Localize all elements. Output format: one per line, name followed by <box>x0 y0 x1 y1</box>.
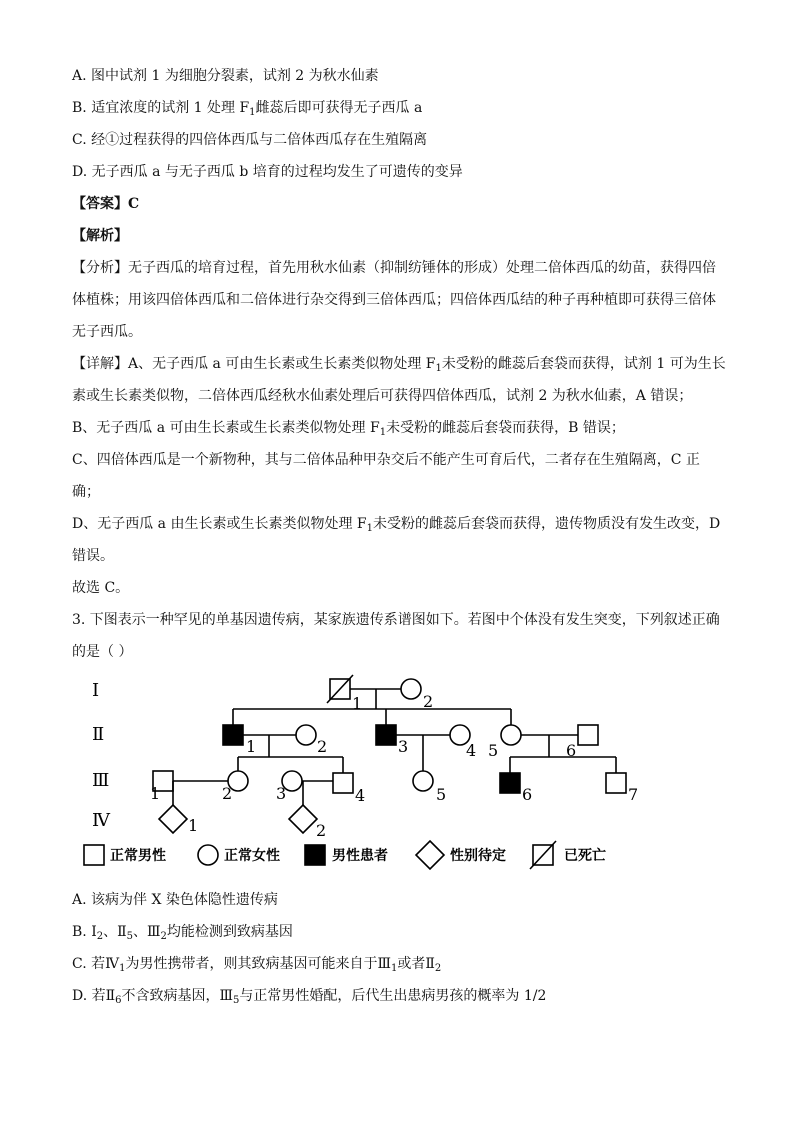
detail-line: 故选 C。 <box>72 580 130 596</box>
legend-normal-male-label: 正常男性 <box>110 848 166 864</box>
legend-normal-female-icon <box>198 845 218 865</box>
analysis-line: 无子西瓜。 <box>72 324 142 340</box>
option-b-prev: B. 适宜浓度的试剂 1 处理 $F_1$雌蕊后即可获得无子西瓜 a <box>72 100 423 118</box>
pedigree-number: 2 <box>317 737 328 756</box>
legend-normal-female-label: 正常女性 <box>224 848 280 864</box>
pedigree-number: 3 <box>398 737 409 756</box>
pedigree-number: 6 <box>566 741 577 760</box>
analysis-line: 体植株；用该四倍体西瓜和二倍体进行杂交得到三倍体西瓜；四倍体西瓜结的种子再种植即可获得三倍体 <box>72 292 716 308</box>
pedigree-number: 4 <box>355 786 366 805</box>
legend-normal-male-icon <box>84 845 104 865</box>
pedigree-number: 2 <box>316 821 327 840</box>
generation-label: Ⅰ <box>92 680 100 701</box>
generation-label: Ⅲ <box>92 770 110 791</box>
detail-line: 素或生长素类似物，二倍体西瓜经秋水仙素处理后可获得四倍体西瓜，试剂 2 为秋水仙素，A 错误； <box>72 388 693 404</box>
legend-deceased-label: 已死亡 <box>564 848 606 864</box>
analysis-heading: 【解析】 <box>72 228 128 244</box>
pedigree-ii2-female <box>296 725 316 745</box>
answer: 【答案】C <box>72 196 140 212</box>
option-a: A. 该病为伴 X 染色体隐性遗传病 <box>72 892 278 908</box>
option-a-prev: A. 图中试剂 1 为细胞分裂素，试剂 2 为秋水仙素 <box>72 68 379 84</box>
question-stem: 3. 下图表示一种罕见的单基因遗传病，某家族遗传系谱图如下。若图中个体没有发生突变，下列叙述正确 <box>72 612 720 628</box>
option-b: B. $Ⅰ_2$、$Ⅱ_5$、$Ⅲ_2$均能检测到致病基因 <box>72 924 293 942</box>
question-stem: 的是（ ） <box>72 644 133 660</box>
option-d: D. 若$Ⅱ_6$不含致病基因，$Ⅲ_5$与正常男性婚配，后代生出患病男孩的概率为 1/2 <box>72 988 547 1006</box>
pedigree-number: 2 <box>423 692 434 711</box>
detail-line: D、无子西瓜 a 由生长素或生长素类似物处理 $F_1$未受粉的雌蕊后套袋而获得，遗传物质没有发生改变，D <box>72 516 721 534</box>
generation-label: Ⅱ <box>92 724 105 745</box>
pedigree-number: 1 <box>246 737 257 756</box>
pedigree-iii5-female <box>413 771 433 791</box>
pedigree-number: 2 <box>222 784 233 803</box>
pedigree-ii6-male <box>578 725 598 745</box>
detail-line: 【详解】A、无子西瓜 a 可由生长素或生长素类似物处理 $F_1$未受粉的雌蕊后套袋而获得，试剂 1 可为生长 <box>72 356 726 374</box>
option-d-prev: D. 无子西瓜 a 与无子西瓜 b 培育的过程均发生了可遗传的变异 <box>72 164 463 180</box>
pedigree-iii7-male <box>606 773 626 793</box>
pedigree-number: 6 <box>522 785 533 804</box>
detail-line: B、无子西瓜 a 可由生长素或生长素类似物处理 $F_1$未受粉的雌蕊后套袋而获得，B 错误； <box>72 420 625 438</box>
generation-label: Ⅳ <box>92 810 110 831</box>
legend-affected-male-label: 男性患者 <box>332 848 388 864</box>
pedigree-ii3-affected-male <box>376 725 396 745</box>
pedigree-iv1-unknown-sex <box>159 805 187 833</box>
analysis-line: 【分析】无子西瓜的培育过程，首先用秋水仙素（抑制纺锤体的形成）处理二倍体西瓜的幼苗，获得四倍 <box>72 260 716 276</box>
pedigree-number: 3 <box>276 784 287 803</box>
option-c-prev: C. 经①过程获得的四倍体西瓜与二倍体西瓜存在生殖隔离 <box>72 132 428 148</box>
pedigree-i2-female <box>401 679 421 699</box>
pedigree-ii5-female <box>501 725 521 745</box>
detail-line: C、四倍体西瓜是一个新物种，其与二倍体品种甲杂交后不能产生可育后代，二者存在生殖隔离，C 正 <box>72 452 700 468</box>
legend-unknown-sex-label: 性别待定 <box>450 848 506 864</box>
pedigree-iii6-affected-male <box>500 773 520 793</box>
detail-line: 错误。 <box>72 548 114 564</box>
pedigree-number: 1 <box>352 694 363 713</box>
legend-affected-male-icon <box>305 845 325 865</box>
pedigree-iii4-male <box>333 773 353 793</box>
detail-line: 确； <box>72 484 100 500</box>
pedigree-number: 1 <box>150 784 161 803</box>
pedigree-ii1-affected-male <box>223 725 243 745</box>
option-c: C. 若$Ⅳ_1$为男性携带者，则其致病基因可能来自于$Ⅲ_1$或者$Ⅱ_2$ <box>72 956 442 974</box>
pedigree-number: 4 <box>466 741 477 760</box>
legend-unknown-sex-icon <box>416 841 444 869</box>
pedigree-number: 5 <box>436 785 447 804</box>
pedigree-number: 1 <box>188 816 199 835</box>
pedigree-iv2-unknown-sex <box>289 805 317 833</box>
pedigree-number: 5 <box>488 741 499 760</box>
pedigree-number: 7 <box>628 785 639 804</box>
